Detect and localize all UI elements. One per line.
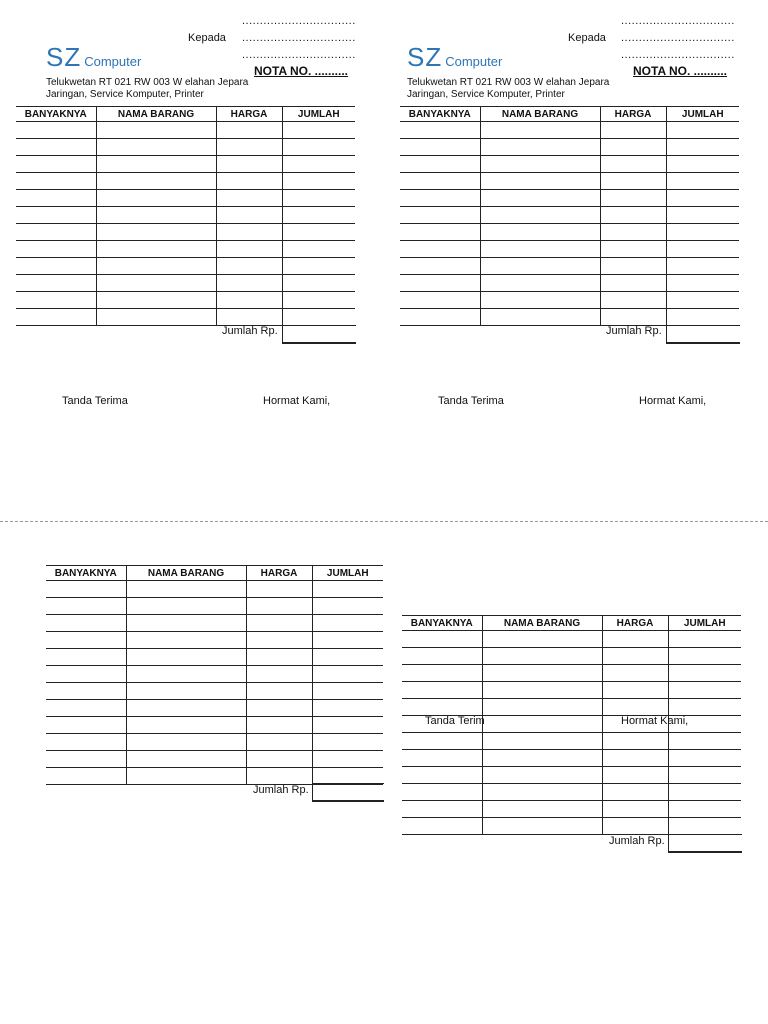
col-jumlah: JUMLAH: [666, 107, 739, 122]
kepada-label: Kepada: [188, 32, 226, 44]
col-banyaknya: BANYAKNYA: [16, 107, 96, 122]
hormat-kami-overlap: Hormat Kami,: [621, 715, 689, 727]
col-nama-barang: NAMA BARANG: [482, 616, 602, 631]
table-row: [46, 615, 383, 632]
table-row: [400, 224, 739, 241]
table-row: [46, 632, 383, 649]
col-banyaknya: BANYAKNYA: [46, 566, 126, 581]
table-row: [46, 581, 383, 598]
table-row: [46, 700, 383, 717]
col-banyaknya: BANYAKNYA: [402, 616, 482, 631]
items-table: [400, 106, 739, 326]
table-row: [46, 683, 383, 700]
table-row: [400, 190, 739, 207]
total-value-box: [668, 834, 742, 853]
hormat-kami: Hormat Kami,: [639, 395, 707, 407]
table-row: [16, 139, 355, 156]
table-row: [402, 699, 741, 716]
table-row: [16, 258, 355, 275]
nota-number: NOTA NO. ..........: [254, 64, 349, 78]
table-row: [402, 750, 741, 767]
brand-logo: [407, 42, 502, 73]
table-row: [46, 649, 383, 666]
table-row: [400, 156, 739, 173]
table-row: [400, 309, 739, 326]
col-harga: HARGA: [602, 616, 668, 631]
table-row: [16, 241, 355, 258]
total-value-box: [666, 325, 740, 344]
total-value-box: [282, 325, 356, 344]
table-row: [402, 818, 741, 835]
col-jumlah: JUMLAH: [282, 107, 355, 122]
recipient-line-2: ................................: [621, 32, 735, 44]
total-label: Jumlah Rp.: [606, 325, 662, 337]
table-row: [46, 666, 383, 683]
table-row: [16, 207, 355, 224]
table-row: [402, 648, 741, 665]
table-row: [402, 784, 741, 801]
table-row: [400, 139, 739, 156]
table-row: [402, 631, 741, 648]
address: Telukwetan RT 021 RW 003 W elahan Jepara: [407, 77, 610, 88]
recipient-line-3: ................................: [242, 49, 356, 61]
items-table: [46, 565, 383, 785]
tanda-terima: Tanda Terima: [62, 395, 128, 407]
col-jumlah: JUMLAH: [668, 616, 741, 631]
col-harga: HARGA: [600, 107, 666, 122]
recipient-line-3: ................................: [621, 49, 735, 61]
table-row: [402, 733, 741, 750]
table-row: [16, 156, 355, 173]
table-row: [16, 224, 355, 241]
recipient-line-2: ................................: [242, 32, 356, 44]
col-jumlah: JUMLAH: [312, 566, 383, 581]
brand-sz: SZ: [407, 42, 443, 72]
col-banyaknya: BANYAKNYA: [400, 107, 480, 122]
cut-line: [0, 521, 768, 522]
table-row: [400, 292, 739, 309]
table-row: [46, 751, 383, 768]
col-nama-barang: NAMA BARANG: [96, 107, 216, 122]
table-row: [400, 173, 739, 190]
nota-number: NOTA NO. ..........: [633, 64, 728, 78]
total-value-box: [312, 783, 384, 802]
table-row: [16, 292, 355, 309]
table-row: [16, 190, 355, 207]
brand-computer: Computer: [84, 54, 142, 69]
table-row: [16, 309, 355, 326]
total-label: Jumlah Rp.: [253, 784, 309, 796]
table-row: [16, 122, 355, 139]
services: Jaringan, Service Komputer, Printer: [46, 89, 204, 100]
table-row: [46, 598, 383, 615]
table-row: [400, 207, 739, 224]
items-table: [16, 106, 355, 326]
table-row: [402, 665, 741, 682]
recipient-line-1: ................................: [621, 15, 735, 27]
table-row: [402, 682, 741, 699]
col-nama-barang: NAMA BARANG: [126, 566, 246, 581]
brand-computer: Computer: [445, 54, 503, 69]
table-row: [400, 258, 739, 275]
table-row: [402, 801, 741, 818]
services: Jaringan, Service Komputer, Printer: [407, 89, 565, 100]
table-row: [400, 122, 739, 139]
hormat-kami: Hormat Kami,: [263, 395, 331, 407]
col-harga: HARGA: [216, 107, 282, 122]
col-harga: HARGA: [246, 566, 312, 581]
address: Telukwetan RT 021 RW 003 W elahan Jepara: [46, 77, 249, 88]
table-row: [402, 767, 741, 784]
total-label: Jumlah Rp.: [609, 835, 665, 847]
table-row: [400, 241, 739, 258]
tanda-terima: Tanda Terima: [438, 395, 504, 407]
table-row: [46, 717, 383, 734]
total-label: Jumlah Rp.: [222, 325, 278, 337]
table-row: [16, 275, 355, 292]
table-row: [46, 768, 383, 785]
brand-logo: [46, 42, 141, 73]
col-nama-barang: NAMA BARANG: [480, 107, 600, 122]
brand-sz: SZ: [46, 42, 82, 72]
table-row: [16, 173, 355, 190]
table-row: [400, 275, 739, 292]
kepada-label: Kepada: [568, 32, 606, 44]
tanda-terima-overlap: Tanda Terim: [425, 715, 485, 727]
table-row: [46, 734, 383, 751]
recipient-line-1: ................................: [242, 15, 356, 27]
